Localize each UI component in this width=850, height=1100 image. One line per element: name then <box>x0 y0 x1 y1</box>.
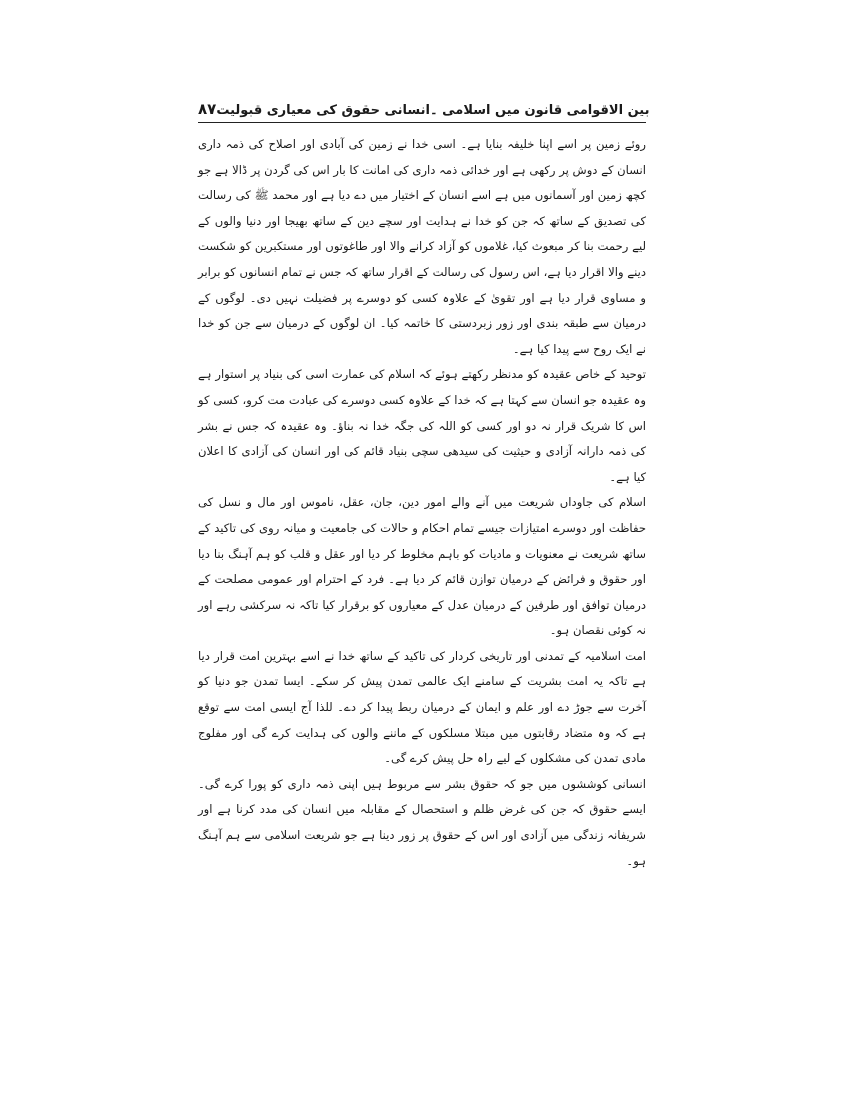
body-text <box>198 132 646 874</box>
paragraph: اسلام کی جاوداں شریعت میں آنے والے امور دین، جان، عقل، ناموس اور مال و نسل کی حفاظت اور دوسرے امتیازات جیسے تمام احکام و حالات کی جامعیت و میانہ روی کی تاکید کے ساتھ شریعت نے معنویات و مادیات کو باہم مخلوط کر دیا اور عقل و قلب کو ہم آہنگ بنا دیا اور حقوق و فرائض کے درمیان توازن قائم کر دیا ہے۔ فرد کے احترام اور عمومی مصلحت کے درمیان توافق اور طرفین کے درمیان عدل کے معیاروں کو برقرار کیا تاکہ نہ سرکشی رہے اور نہ کوئی نقصان ہو۔ <box>198 495 647 638</box>
running-header <box>198 92 650 118</box>
paragraph: امت اسلامیہ کے تمدنی اور تاریخی کردار کی تاکید کے ساتھ خدا نے اسے بہترین امت قرار دیا ہے تاکہ یہ امت بشریت کے سامنے ایک عالمی تمدن پیش کر سکے۔ ایسا تمدن جو دنیا کو آخرت سے جوڑ دے اور علم و ایمان کے درمیان ربط پیدا کر دے۔ للذا آج ایسی امت سے توقع ہے کہ وہ متضاد رقابتوں میں مبتلا مسلکوں کے ماننے والوں کی ہدایت کرے گی اور مفلوج مادی تمدن کی مشکلوں کے لیے راہ حل پیش کرے گی۔ <box>198 648 646 766</box>
paragraph: انسانی کوششوں میں جو کہ حقوق بشر سے مربوط ہیں اپنی ذمہ داری کو پورا کرے گی۔ ایسے حقوق کہ جن کی غرض ظلم و استحصال کے مقابلہ میں انسان کی مدد کرنا ہے اور شریفانہ زندگی میں آزادی اور اس کے حقوق پر زور دینا ہے جو شریعت اسلامی سے ہم آہنگ ہو۔ <box>198 776 646 868</box>
header-divider <box>198 122 646 123</box>
paragraph: توحید کے خاص عقیدہ کو مدنظر رکھتے ہوئے کہ اسلام کی عمارت اسی کی بنیاد پر استوار ہے وہ عقیدہ جو انسان سے کہتا ہے کہ خدا کے علاوہ کسی دوسرے کی عبادت مت کرو، کسی کو اس کا شریک قرار نہ دو اور کسی کو اللہ کی جگہ خدا نہ بناؤ۔ وہ عقیدہ کہ جس نے بشر کی ذمہ دارانہ آزادی و حیثیت کی سیدھی سچی بنیاد قائم کی اور انسان کی آزادی کا اعلان کیا ہے۔ <box>198 367 646 484</box>
running-title: بین الاقوامی قانون میں اسلامی ۔انسانی حقوق کی معیاری قبولیت <box>216 103 650 118</box>
page-number: ۸۷ <box>198 100 217 118</box>
paragraph: روئے زمین پر اسے اپنا خلیفہ بنایا ہے۔ اسی خدا نے زمین کی آبادی اور اصلاح کی ذمہ داری انسان کے دوش پر رکھی ہے اور خدائی ذمہ داری کی امانت کا بار اس کی گردن پر ڈالا ہے جو کچھ زمین اور آسمانوں میں ہے اسے انسان کے اختیار میں دے دیا ہے اور محمد ﷺ کی رسالت کی تصدیق کے ساتھ کہ جن کو خدا نے ہدایت اور سچے دین کے ساتھ بھیجا اور دنیا والوں کے لیے رحمت بنا کر مبعوث کیا، غلاموں کو آزاد کرانے والا اور طاغوتوں اور مستکبرین کو شکست دینے والا اقرار دیا ہے، اس رسول کی رسالت کے اقرار ساتھ کہ جس نے تمام انسانوں کو برابر و مساوی قرار دیا ہے اور تقویٰ کے علاوہ کسی کو دوسرے پر فضیلت نہیں دی۔ لوگوں کے درمیان سے طبقہ بندی اور زور زبردستی کا خاتمہ کیا۔ ان لوگوں کے درمیان سے جن کو خدا نے ایک روح سے پیدا کیا ہے۔ <box>198 137 646 356</box>
